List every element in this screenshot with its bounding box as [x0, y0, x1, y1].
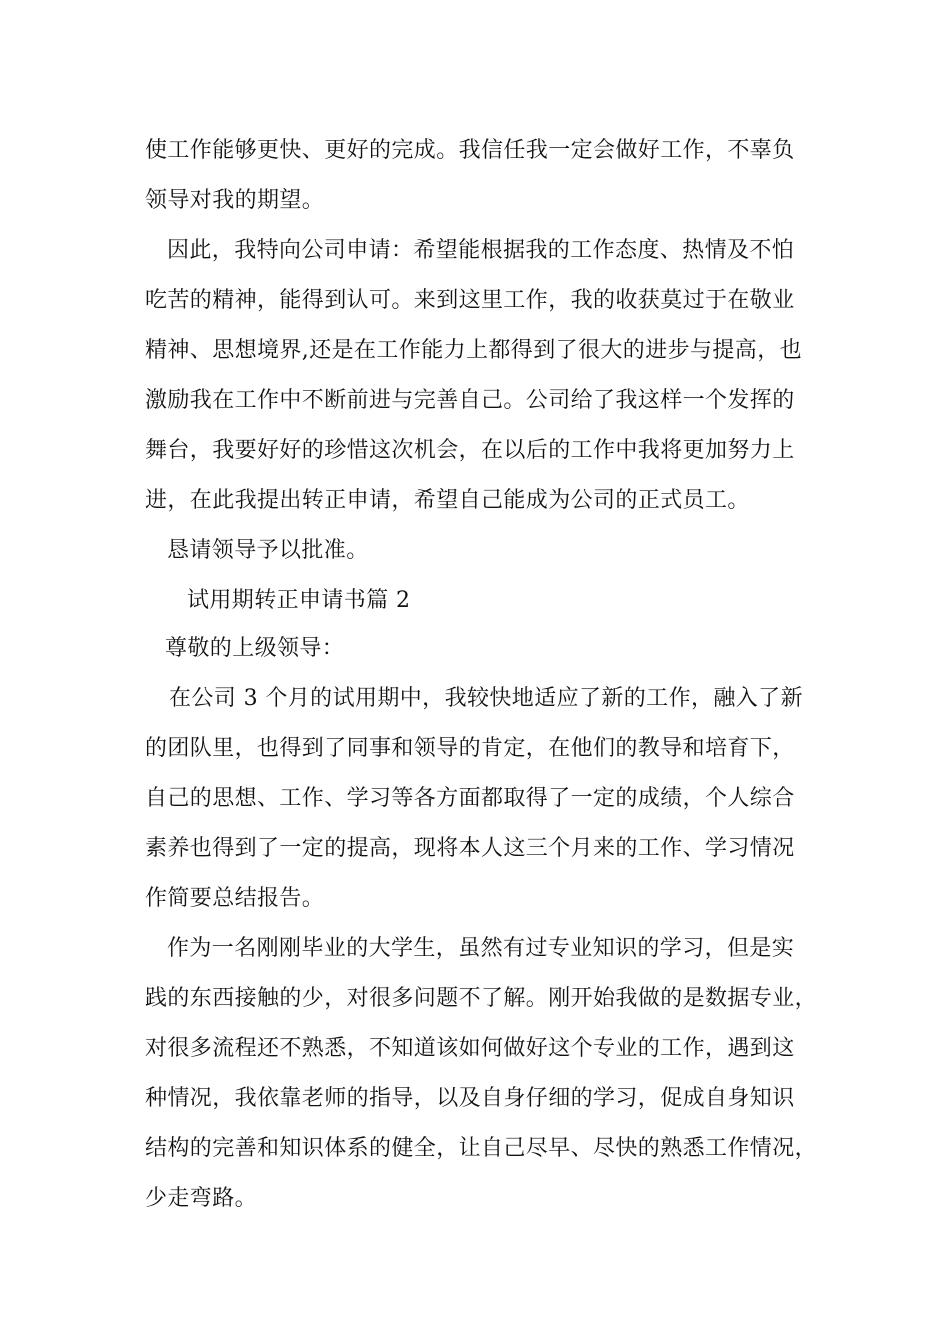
text-line: 结构的完善和知识体系的健全，让自己尽早、尽快的熟悉工作情况，	[145, 1136, 818, 1161]
text-line: 对很多流程还不熟悉，不知道该如何做好这个专业的工作，遇到这	[145, 1036, 795, 1061]
text-line: 使工作能够更快、更好的完成。我信任我一定会做好工作，不辜负	[145, 138, 795, 163]
text-line: 的团队里，也得到了同事和领导的肯定，在他们的教导和培育下，	[145, 736, 795, 761]
text-line: 作为一名刚刚毕业的大学生，虽然有过专业知识的学习，但是实	[167, 936, 795, 961]
text-line: 领导对我的期望。	[145, 188, 325, 213]
text-line: 作简要总结报告。	[145, 886, 325, 911]
text-line: 践的东西接触的少，对很多问题不了解。刚开始我做的是数据专业，	[145, 986, 818, 1011]
text-line: 自己的思想、工作、学习等各方面都取得了一定的成绩，个人综合	[145, 786, 795, 811]
text-line: 恳请领导予以批准。	[167, 538, 369, 563]
section-heading: 试用期转正申请书篇 2	[187, 588, 411, 613]
text-line: 舞台，我要好好的珍惜这次机会，在以后的工作中我将更加努力上	[145, 438, 795, 463]
text-line: 进，在此我提出转正申请，希望自己能成为公司的正式员工。	[145, 488, 750, 513]
text-line: 精神、思想境界,还是在工作能力上都得到了很大的进步与提高，也	[145, 338, 802, 363]
text-line: 在公司 3 个月的试用期中，我较快地适应了新的工作，融入了新	[169, 686, 803, 711]
text-line: 因此，我特向公司申请：希望能根据我的工作态度、热情及不怕	[167, 238, 795, 263]
text-line: 激励我在工作中不断前进与完善自己。公司给了我这样一个发挥的	[145, 388, 795, 413]
text-line: 种情况，我依靠老师的指导，以及自身仔细的学习，促成自身知识	[145, 1086, 795, 1111]
text-line: 少走弯路。	[145, 1186, 258, 1211]
text-line: 素养也得到了一定的提高，现将本人这三个月来的工作、学习情况	[145, 836, 795, 861]
salutation: 尊敬的上级领导：	[165, 636, 345, 661]
text-line: 吃苦的精神，能得到认可。来到这里工作，我的收获莫过于在敬业	[145, 288, 795, 313]
